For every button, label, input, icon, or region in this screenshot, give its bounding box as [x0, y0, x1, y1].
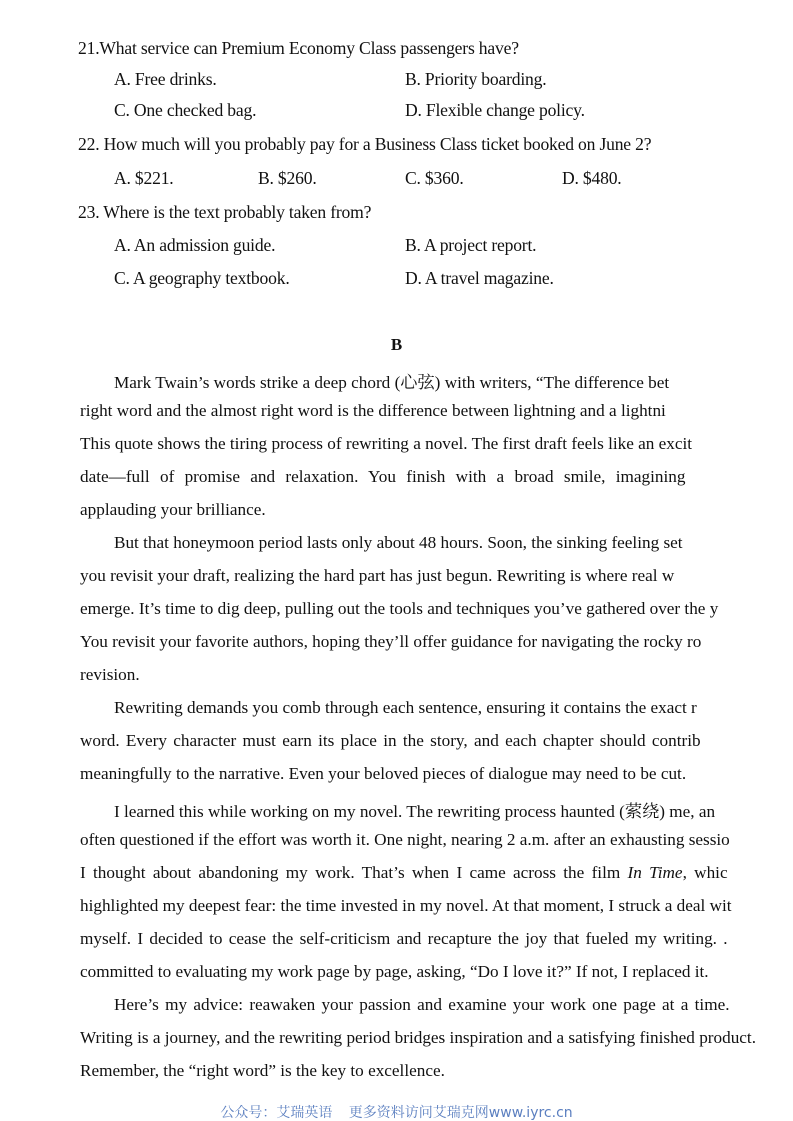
passage-line: Mark Twain’s words strike a deep chord (心弦) with writers, “The difference bet: [114, 373, 670, 392]
passage-line: often questioned if the effort was worth it. One night, nearing 2 a.m. after an exhausting sessio: [80, 830, 730, 849]
passage-line: date—full of promise and relaxation. You finish with a broad smile, imagining: [80, 467, 686, 486]
passage-line: you revisit your draft, realizing the hard part has just begun. Rewriting is where real w: [80, 566, 675, 585]
passage-line: Remember, the “right word” is the key to excellence.: [80, 1061, 445, 1080]
page-footer: [0, 1102, 793, 1121]
question-21-option-c: C. One checked bag.: [114, 100, 257, 120]
footer-account: 公众号：艾瑞英语: [220, 1105, 333, 1121]
passage-line: applauding your brilliance.: [80, 500, 266, 519]
question-22-stem: 22. How much will you probably pay for a Business Class ticket booked on June 2?: [78, 134, 652, 154]
passage-line: But that honeymoon period lasts only about 48 hours. Soon, the sinking feeling set: [114, 533, 683, 552]
passage-line: revision.: [80, 665, 140, 684]
question-23-option-a: A. An admission guide.: [114, 235, 276, 255]
passage-line: I thought about abandoning my work. That’s when I came across the film In Time, whic: [80, 863, 728, 882]
question-23-option-c: C. A geography textbook.: [114, 268, 290, 288]
question-22-option-a: A. $221.: [114, 168, 174, 188]
passage-line: Rewriting demands you comb through each sentence, ensuring it contains the exact r: [114, 698, 697, 717]
passage-line: You revisit your favorite authors, hoping they’ll offer guidance for navigating the rocky ro: [80, 632, 702, 651]
question-21-option-b: B. Priority boarding.: [405, 69, 547, 89]
passage-line: committed to evaluating my work page by page, asking, “Do I love it?” If not, I replaced it.: [80, 962, 709, 981]
question-22-option-b: B. $260.: [258, 168, 317, 188]
question-23-stem: 23. Where is the text probably taken from?: [78, 202, 372, 222]
passage-line: I learned this while working on my novel. The rewriting process haunted (萦绕) me, an: [114, 802, 716, 821]
passage-line: word. Every character must earn its place in the story, and each chapter should contrib: [80, 731, 701, 750]
question-21-option-d: D. Flexible change policy.: [405, 100, 585, 120]
passage-line: This quote shows the tiring process of rewriting a novel. The first draft feels like an excit: [80, 434, 693, 453]
question-21-stem: 21.What service can Premium Economy Class passengers have?: [78, 38, 519, 58]
question-22-option-c: C. $360.: [405, 168, 464, 188]
passage-line: emerge. It’s time to dig deep, pulling out the tools and techniques you’ve gathered over the y: [80, 599, 719, 618]
passage-line: right word and the almost right word is the difference between lightning and a lightni: [80, 401, 666, 420]
question-22-option-d: D. $480.: [562, 168, 622, 188]
question-21-option-a: A. Free drinks.: [114, 69, 217, 89]
passage-line: highlighted my deepest fear: the time invested in my novel. At that moment, I struck a deal wit: [80, 896, 732, 915]
footer-website[interactable]: 更多资料访问艾瑞克网www.iyrc.cn: [348, 1105, 573, 1121]
question-23-option-b: B. A project report.: [405, 235, 537, 255]
passage-line: meaningfully to the narrative. Even your beloved pieces of dialogue may need to be cut.: [80, 764, 687, 783]
passage-line: myself. I decided to cease the self-criticism and recapture the joy that fueled my writing. .: [80, 929, 728, 948]
passage-line: Here’s my advice: reawaken your passion and examine your work one page at a time.: [114, 995, 730, 1014]
question-23-option-d: D. A travel magazine.: [405, 268, 554, 288]
passage-line: Writing is a journey, and the rewriting period bridges inspiration and a satisfying finished product.: [80, 1028, 756, 1047]
section-heading: B: [390, 335, 403, 354]
